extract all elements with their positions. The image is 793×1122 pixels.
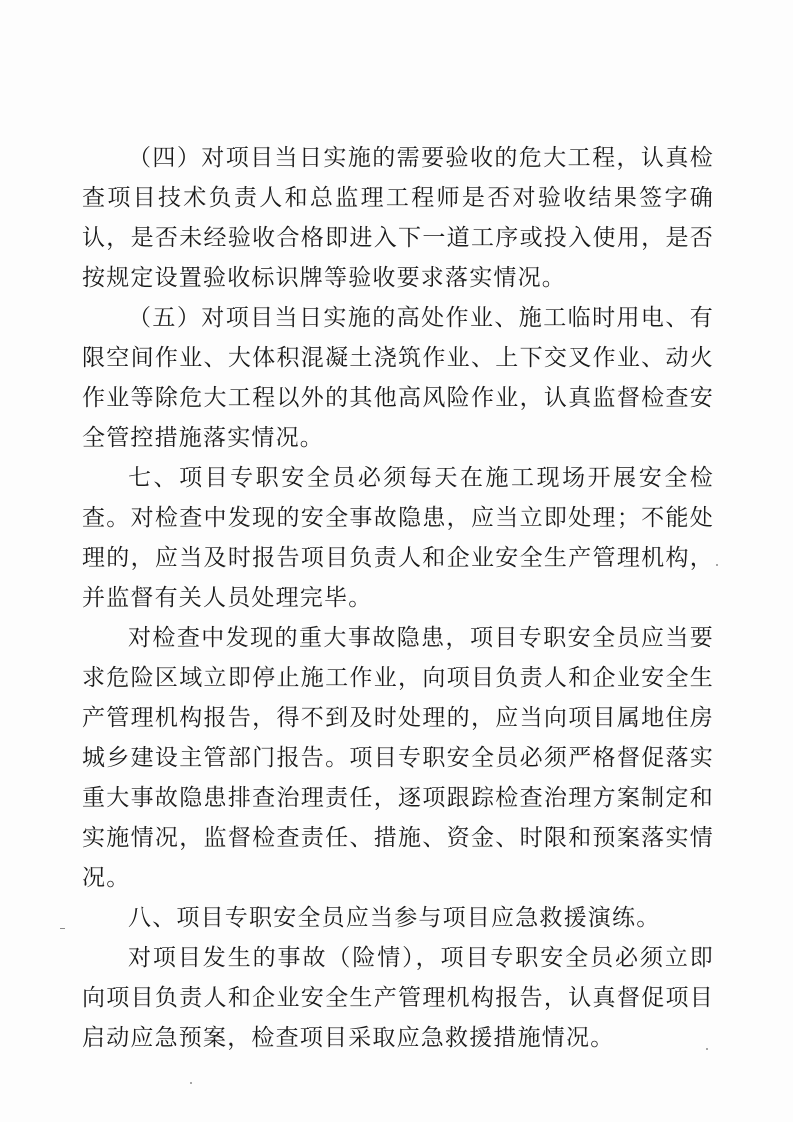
paragraph-item-4: （四）对项目当日实施的需要验收的危大工程，认真检查项目技术负责人和总监理工程师是否对验收结果签字确认，是否未经验收合格即进入下一道工序或投入使用，是否按规定设置验收标识牌等验收要求落实情况。 [82, 145, 714, 291]
paragraph-emergency: 对项目发生的事故（险情），项目专职安全员必须立即向项目负责人和企业安全生产管理机构报告，认真督促项目启动应急预案，检查项目采取应急救援措施情况。 [82, 945, 714, 1051]
paragraph-major-hazard: 对检查中发现的重大事故隐患，项目专职安全员应当要求危险区域立即停止施工作业，向项目负责人和企业安全生产管理机构报告，得不到及时处理的，应当向项目属地住房城乡建设主管部门报告。项目专职安全员必须严格督促落实重大事故隐患排查治理责任，逐项跟踪检查治理方案制定和实施情况，监督检查责任、措施、资金、时限和预案落实情况。 [82, 625, 714, 891]
paragraph-item-5: （五）对项目当日实施的高处作业、施工临时用电、有限空间作业、大体积混凝土浇筑作业、上下交叉作业、动火作业等除危大工程以外的其他高风险作业，认真监督检查安全管控措施落实情况。 [82, 305, 714, 451]
paragraph-article-8: 八、项目专职安全员应当参与项目应急救援演练。 [128, 905, 661, 931]
paragraph-article-7: 七、项目专职安全员必须每天在施工现场开展安全检查。对检查中发现的安全事故隐患，应当立即处理；不能处理的，应当及时报告项目负责人和企业安全生产管理机构，并监督有关人员处理完毕。 [82, 465, 714, 611]
scan-speck [60, 928, 65, 929]
scan-speck [706, 1048, 708, 1050]
scan-speck [190, 1082, 192, 1084]
document-body [82, 138, 714, 1058]
scan-speck [716, 564, 718, 566]
